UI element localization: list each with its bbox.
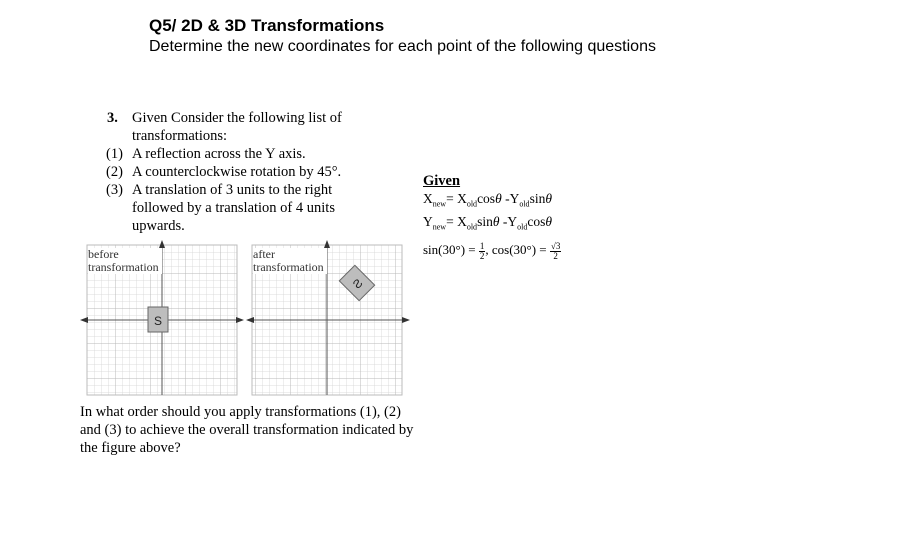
page-title: Q5/ 2D & 3D Transformations [149, 16, 385, 35]
cos30-fraction: $\frac{√3}{2}$ [550, 240, 561, 261]
list-item [106, 163, 360, 181]
sin30-fraction: $\frac{1}{2}$ [479, 240, 485, 261]
before-shape-letter: S [153, 314, 163, 328]
x-formula: $X_{new}= X_{old}\cos\theta$ $-Y_{old}\sin\theta$ [423, 191, 552, 209]
arrow-left-icon [80, 317, 88, 323]
page-subtitle: Determine the new coordinates for each point of the following questions [149, 38, 656, 55]
list-item-text: A reflection across the Y axis. [132, 146, 306, 162]
list-item-number: (1) [106, 146, 123, 162]
question-number: 3. [107, 110, 118, 126]
list-item-text: A translation of 3 units to the right followed by a translation of 4 units upwards. [132, 182, 335, 234]
question-intro: Given Consider the following list of transformations: [132, 110, 342, 144]
arrow-up-icon [159, 240, 165, 248]
arrow-right-icon [236, 317, 244, 323]
arrow-left-icon [246, 317, 254, 323]
arrow-right-icon [402, 317, 410, 323]
trig-values: sin(30°) = $\frac{1}{2}$ , cos(30°) = $\frac{√3}{2}$ [423, 240, 561, 261]
list-item [106, 181, 360, 235]
given-title: Given [423, 173, 461, 189]
arrow-up-icon [324, 240, 330, 248]
transformation-list [106, 145, 360, 235]
list-item-number: (2) [106, 164, 123, 180]
y-formula: $Y_{new}= X_{old}\sin\theta$ $-Y_{old}\cos\theta$ [423, 213, 552, 232]
list-item-number: (3) [106, 182, 123, 198]
list-item-text: A counterclockwise rotation by 45°. [132, 164, 342, 180]
after-shape-letter: S [349, 275, 366, 292]
order-question: In what order should you apply transformations (1), (2) and (3) to achieve the overall transformation indicated by the figure above? [80, 404, 414, 456]
given-formulas [423, 173, 623, 261]
after-label: after transformation [253, 248, 327, 274]
before-label: before transformation [88, 248, 162, 274]
list-item [106, 145, 360, 163]
